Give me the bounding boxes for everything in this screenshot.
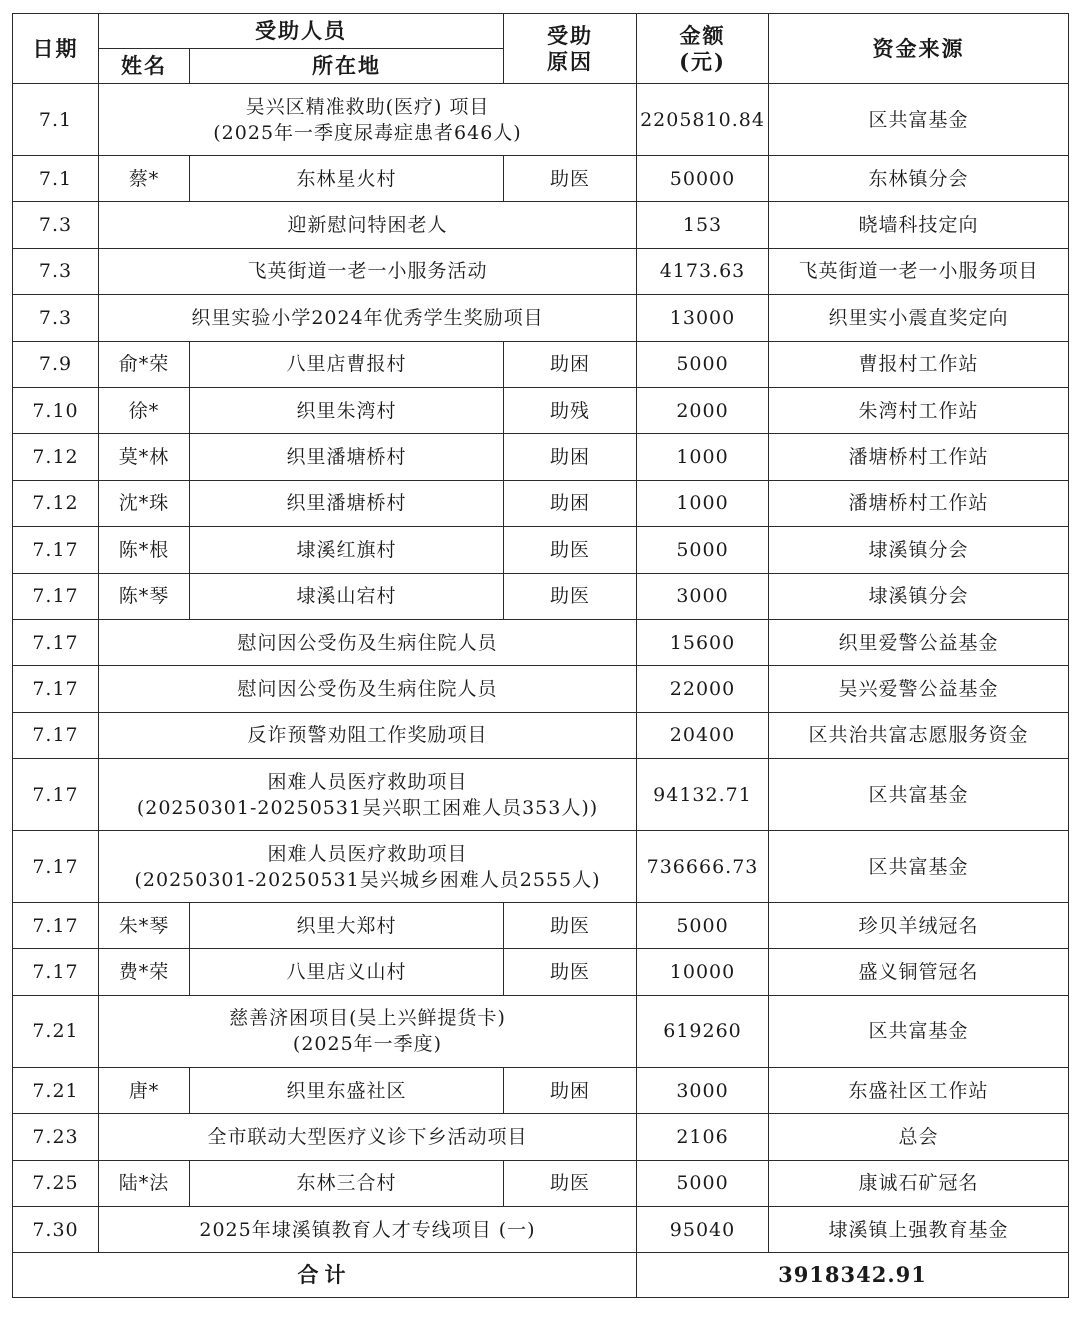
name-cell: 莫*林	[99, 434, 190, 480]
project-desc-line: (2025年一季度尿毒症患者646人)	[213, 121, 522, 144]
header-amount	[637, 14, 769, 84]
header-location: 所在地	[190, 49, 504, 84]
header-date: 日期	[13, 14, 99, 84]
location-cell: 八里店曹报村	[190, 341, 504, 387]
name-cell: 朱*琴	[99, 903, 190, 949]
location-cell: 东林星火村	[190, 156, 504, 202]
project-desc-line: 慈善济困项目(吴上兴鲜提货卡)	[229, 1007, 506, 1030]
source-cell: 潘塘桥村工作站	[769, 434, 1069, 480]
project-desc-cell	[99, 995, 637, 1067]
amount-cell: 5000	[637, 341, 769, 387]
amount-cell: 1000	[637, 434, 769, 480]
project-desc-line: (2025年一季度)	[292, 1033, 443, 1056]
location-cell: 织里东盛社区	[190, 1067, 504, 1113]
date-cell: 7.3	[13, 202, 99, 248]
header-reason-line2: 原因	[547, 48, 593, 74]
amount-cell: 95040	[637, 1207, 769, 1253]
source-cell: 织里爱警公益基金	[769, 619, 1069, 665]
table-row	[13, 831, 1069, 903]
date-cell: 7.10	[13, 387, 99, 433]
amount-cell: 3000	[637, 573, 769, 619]
date-cell: 7.25	[13, 1160, 99, 1206]
date-cell: 7.3	[13, 295, 99, 341]
reason-cell: 助残	[504, 387, 637, 433]
date-cell: 7.12	[13, 480, 99, 526]
date-cell: 7.17	[13, 712, 99, 758]
project-desc-line: 慰问因公受伤及生病住院人员	[237, 677, 498, 700]
name-cell: 俞*荣	[99, 341, 190, 387]
amount-cell: 5000	[637, 903, 769, 949]
amount-cell: 619260	[637, 995, 769, 1067]
table-row	[13, 202, 1069, 248]
amount-cell: 2000	[637, 387, 769, 433]
name-cell: 陈*琴	[99, 573, 190, 619]
source-cell: 吴兴爱警公益基金	[769, 666, 1069, 712]
location-cell: 织里潘塘桥村	[190, 480, 504, 526]
reason-cell: 助医	[504, 573, 637, 619]
location-cell: 八里店义山村	[190, 949, 504, 995]
date-cell: 7.23	[13, 1114, 99, 1160]
project-desc-cell	[99, 1114, 637, 1160]
project-desc-cell	[99, 759, 637, 831]
table-row	[13, 1207, 1069, 1253]
source-cell: 东盛社区工作站	[769, 1067, 1069, 1113]
source-cell: 埭溪镇上强教育基金	[769, 1207, 1069, 1253]
source-cell: 织里实小震直奖定向	[769, 295, 1069, 341]
table-row	[13, 248, 1069, 294]
location-cell: 织里朱湾村	[190, 387, 504, 433]
header-name: 姓名	[99, 49, 190, 84]
project-desc-cell	[99, 248, 637, 294]
amount-cell: 1000	[637, 480, 769, 526]
reason-cell: 助医	[504, 949, 637, 995]
source-cell: 区共治共富志愿服务资金	[769, 712, 1069, 758]
date-cell: 7.21	[13, 995, 99, 1067]
total-amount: 3918342.91	[637, 1253, 1069, 1298]
table-row	[13, 995, 1069, 1067]
project-desc-line: 慰问因公受伤及生病住院人员	[237, 631, 498, 654]
name-cell: 徐*	[99, 387, 190, 433]
table-row	[13, 1067, 1069, 1113]
table-row	[13, 387, 1069, 433]
amount-cell: 3000	[637, 1067, 769, 1113]
date-cell: 7.12	[13, 434, 99, 480]
source-cell: 区共富基金	[769, 995, 1069, 1067]
table-row	[13, 666, 1069, 712]
project-desc-line: 全市联动大型医疗义诊下乡活动项目	[207, 1125, 528, 1148]
reason-cell: 助医	[504, 1160, 637, 1206]
reason-cell: 助困	[504, 341, 637, 387]
project-desc-line: 困难人员医疗救助项目	[267, 842, 468, 865]
date-cell: 7.1	[13, 156, 99, 202]
location-cell: 织里潘塘桥村	[190, 434, 504, 480]
amount-cell: 94132.71	[637, 759, 769, 831]
project-desc-line: 织里实验小学2024年优秀学生奖励项目	[191, 306, 544, 329]
project-desc-cell	[99, 1207, 637, 1253]
header-reason	[504, 14, 637, 84]
date-cell: 7.1	[13, 84, 99, 156]
table-row	[13, 903, 1069, 949]
project-desc-cell	[99, 295, 637, 341]
header-recipient-group: 受助人员	[99, 14, 504, 49]
amount-cell: 22000	[637, 666, 769, 712]
date-cell: 7.21	[13, 1067, 99, 1113]
project-desc-line: (20250301-20250531吴兴职工困难人员353人))	[136, 796, 599, 819]
location-cell: 东林三合村	[190, 1160, 504, 1206]
project-desc-cell	[99, 831, 637, 903]
name-cell: 沈*珠	[99, 480, 190, 526]
source-cell: 埭溪镇分会	[769, 527, 1069, 573]
header-source: 资金来源	[769, 14, 1069, 84]
header-reason-line1: 受助	[547, 22, 593, 48]
header-amount-line2: (元)	[679, 48, 726, 74]
source-cell: 区共富基金	[769, 831, 1069, 903]
project-desc-line: 迎新慰问特困老人	[287, 214, 448, 237]
date-cell: 7.3	[13, 248, 99, 294]
location-cell: 埭溪山宕村	[190, 573, 504, 619]
date-cell: 7.17	[13, 619, 99, 665]
header-amount-line1: 金额	[679, 22, 726, 48]
amount-cell: 10000	[637, 949, 769, 995]
source-cell: 埭溪镇分会	[769, 573, 1069, 619]
total-label: 合计	[13, 1253, 637, 1298]
reason-cell: 助困	[504, 434, 637, 480]
table-row	[13, 295, 1069, 341]
project-desc-cell	[99, 202, 637, 248]
reason-cell: 助医	[504, 156, 637, 202]
table-row	[13, 84, 1069, 156]
project-desc-cell	[99, 619, 637, 665]
date-cell: 7.17	[13, 573, 99, 619]
project-desc-line: 飞英街道一老一小服务活动	[247, 260, 488, 283]
date-cell: 7.17	[13, 759, 99, 831]
location-cell: 埭溪红旗村	[190, 527, 504, 573]
amount-cell: 50000	[637, 156, 769, 202]
name-cell: 唐*	[99, 1067, 190, 1113]
name-cell: 蔡*	[99, 156, 190, 202]
project-desc-line: 反诈预警劝阻工作奖励项目	[247, 724, 488, 747]
source-cell: 盛义铜管冠名	[769, 949, 1069, 995]
table-row	[13, 480, 1069, 526]
table-row	[13, 156, 1069, 202]
reason-cell: 助困	[504, 1067, 637, 1113]
project-desc-line: 吴兴区精准救助(医疗) 项目	[245, 95, 490, 118]
amount-cell: 2106	[637, 1114, 769, 1160]
amount-cell: 13000	[637, 295, 769, 341]
project-desc-cell	[99, 712, 637, 758]
table-row	[13, 949, 1069, 995]
amount-cell: 5000	[637, 1160, 769, 1206]
donation-table	[12, 13, 1069, 1298]
source-cell: 曹报村工作站	[769, 341, 1069, 387]
table-row	[13, 434, 1069, 480]
date-cell: 7.30	[13, 1207, 99, 1253]
source-cell: 康诚石矿冠名	[769, 1160, 1069, 1206]
name-cell: 费*荣	[99, 949, 190, 995]
source-cell: 珍贝羊绒冠名	[769, 903, 1069, 949]
table-row	[13, 573, 1069, 619]
reason-cell: 助医	[504, 527, 637, 573]
source-cell: 总会	[769, 1114, 1069, 1160]
date-cell: 7.17	[13, 666, 99, 712]
amount-cell: 5000	[637, 527, 769, 573]
table-row	[13, 1114, 1069, 1160]
table-row	[13, 527, 1069, 573]
table-row	[13, 712, 1069, 758]
amount-cell: 20400	[637, 712, 769, 758]
project-desc-line: 2025年埭溪镇教育人才专线项目 (一)	[199, 1218, 536, 1241]
project-desc-line: (20250301-20250531吴兴城乡困难人员2555人)	[134, 868, 601, 891]
date-cell: 7.9	[13, 341, 99, 387]
source-cell: 东林镇分会	[769, 156, 1069, 202]
project-desc-cell	[99, 84, 637, 156]
reason-cell: 助困	[504, 480, 637, 526]
source-cell: 飞英街道一老一小服务项目	[769, 248, 1069, 294]
date-cell: 7.17	[13, 831, 99, 903]
date-cell: 7.17	[13, 949, 99, 995]
name-cell: 陈*根	[99, 527, 190, 573]
amount-cell: 4173.63	[637, 248, 769, 294]
table-row	[13, 341, 1069, 387]
amount-cell: 736666.73	[637, 831, 769, 903]
table-row	[13, 1160, 1069, 1206]
location-cell: 织里大郑村	[190, 903, 504, 949]
reason-cell: 助医	[504, 903, 637, 949]
source-cell: 区共富基金	[769, 759, 1069, 831]
date-cell: 7.17	[13, 527, 99, 573]
amount-cell: 15600	[637, 619, 769, 665]
amount-cell: 153	[637, 202, 769, 248]
project-desc-cell	[99, 666, 637, 712]
date-cell: 7.17	[13, 903, 99, 949]
name-cell: 陆*法	[99, 1160, 190, 1206]
total-row	[13, 1253, 1069, 1298]
source-cell: 晓墙科技定向	[769, 202, 1069, 248]
amount-cell: 2205810.84	[637, 84, 769, 156]
source-cell: 潘塘桥村工作站	[769, 480, 1069, 526]
source-cell: 区共富基金	[769, 84, 1069, 156]
table-row	[13, 759, 1069, 831]
project-desc-line: 困难人员医疗救助项目	[267, 770, 468, 793]
table-body	[13, 84, 1069, 1253]
table-row	[13, 619, 1069, 665]
source-cell: 朱湾村工作站	[769, 387, 1069, 433]
